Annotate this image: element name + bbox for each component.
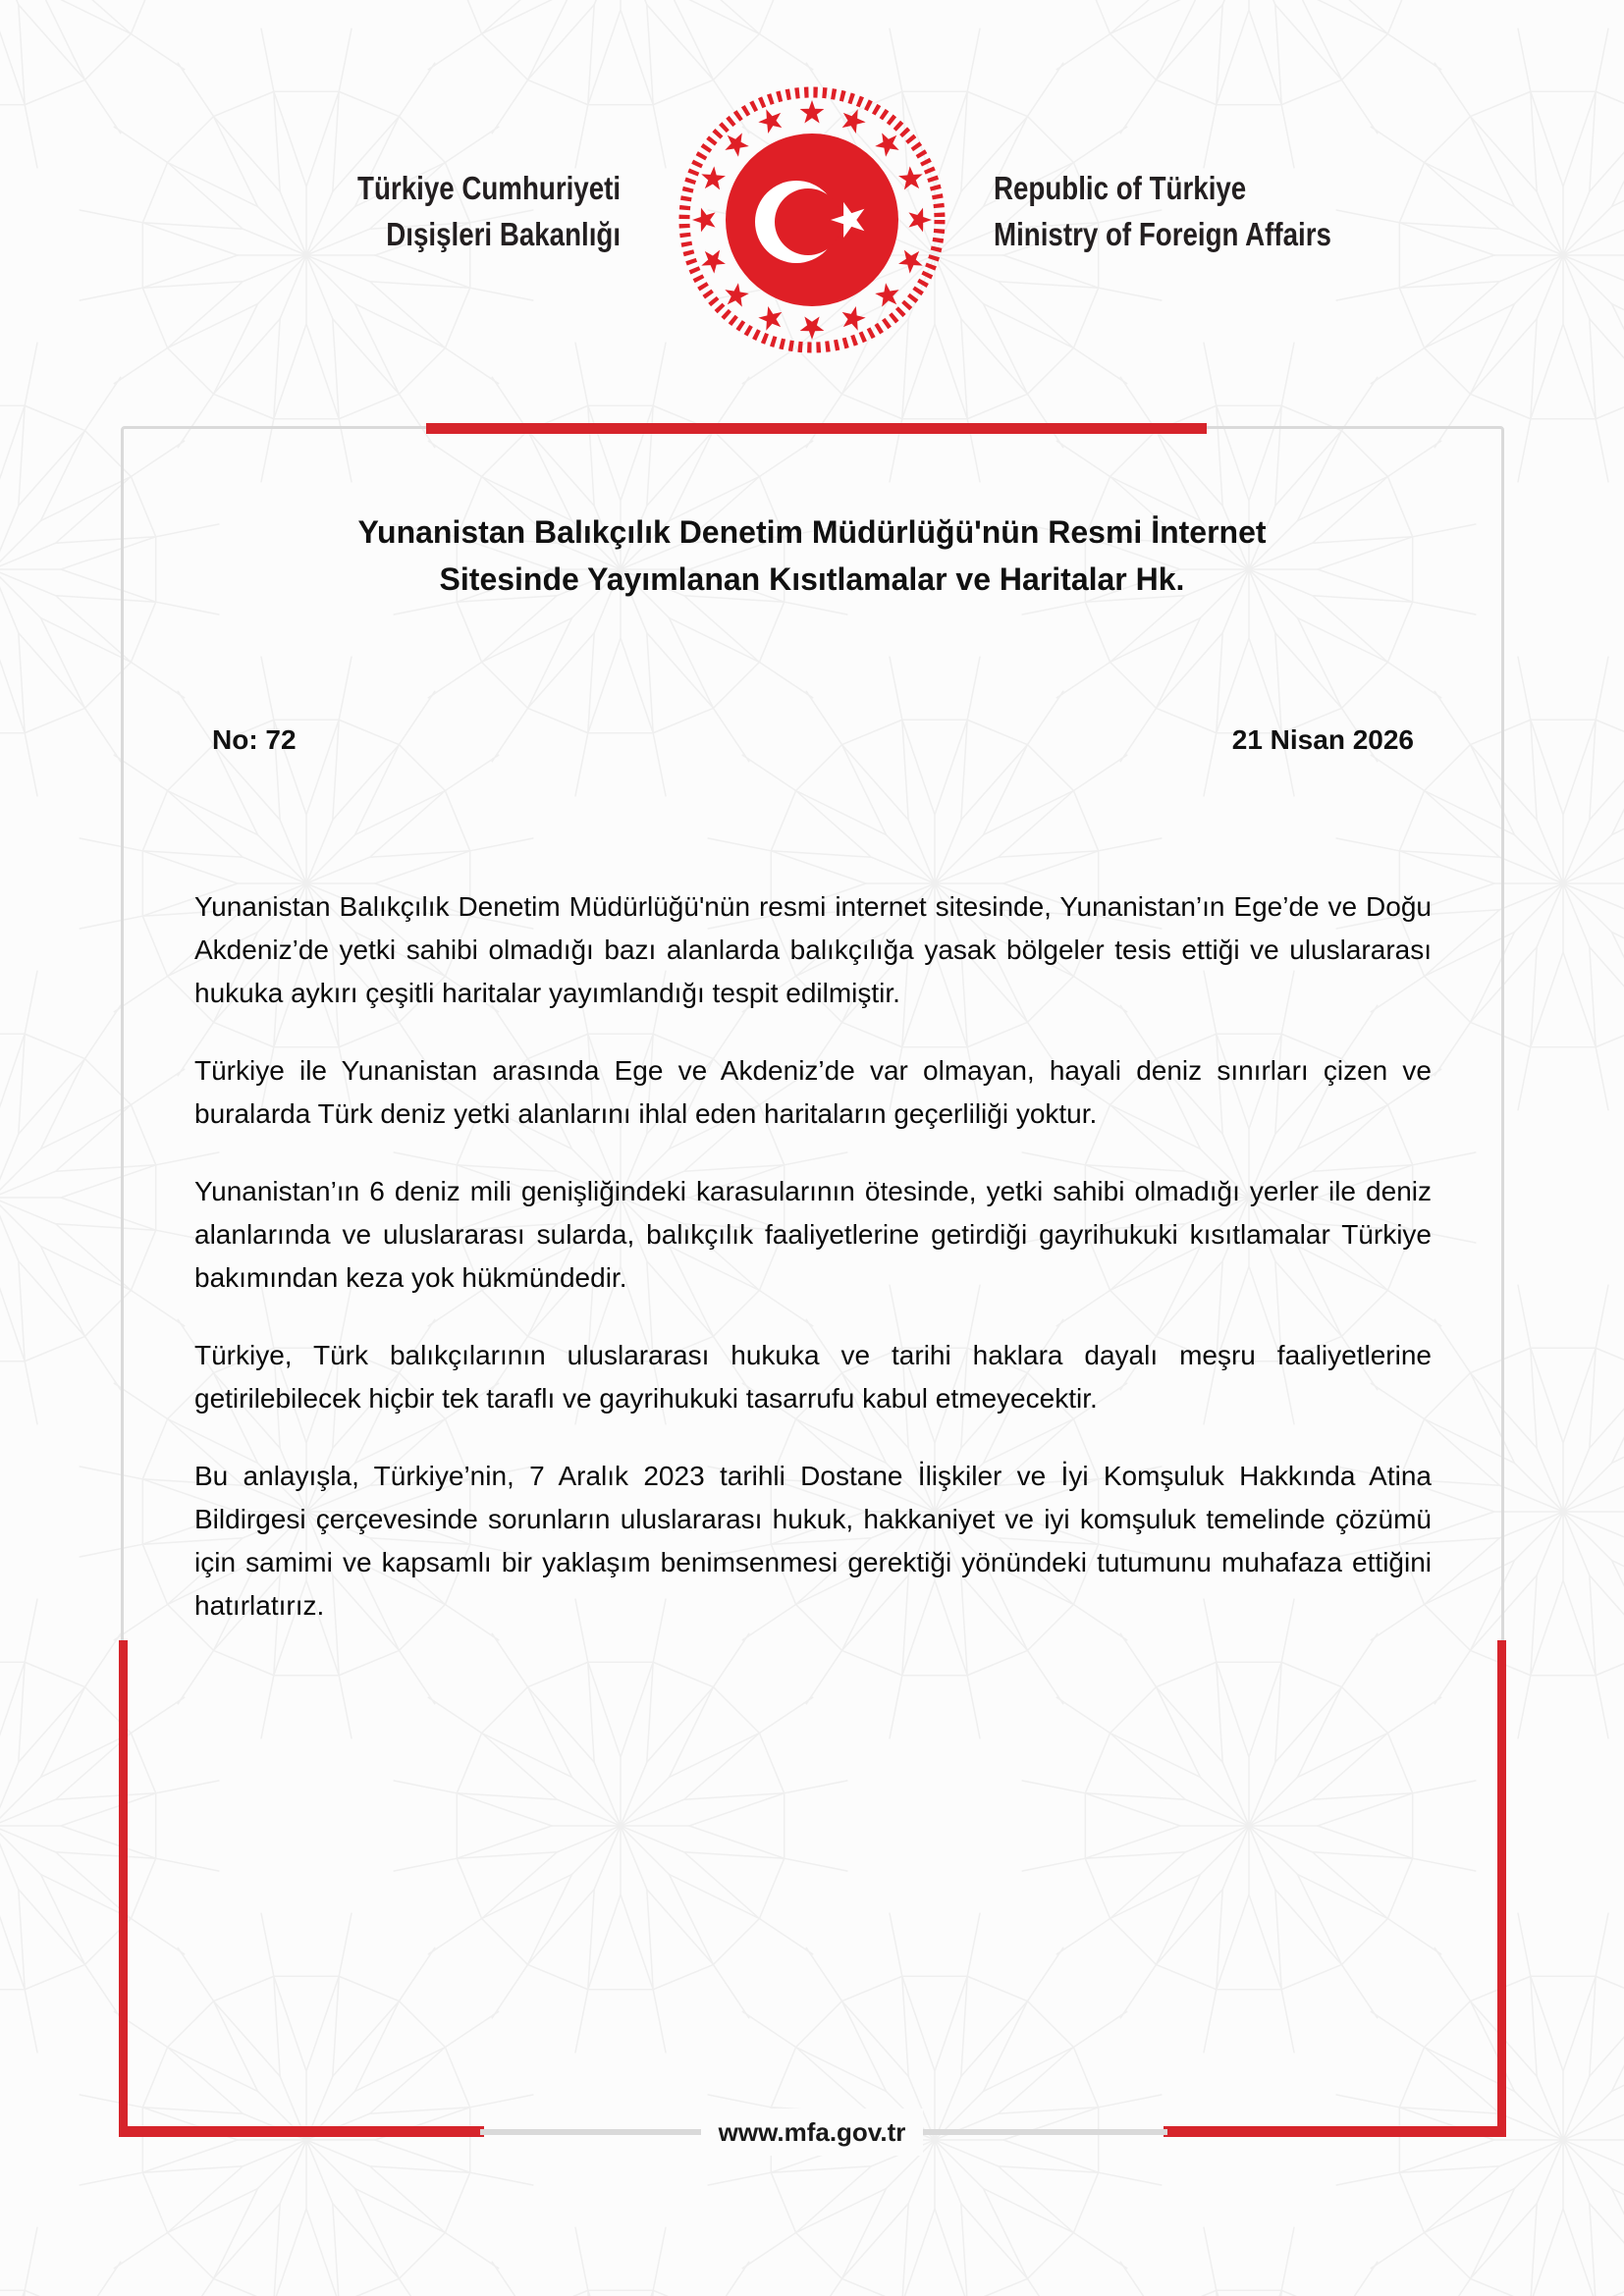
press-release-title-line2: Sitesinde Yayımlanan Kısıtlamalar ve Haritalar Hk. (439, 561, 1185, 597)
release-body (194, 885, 1432, 1662)
ministry-name-tr-line1: Türkiye Cumhuriyeti (356, 170, 621, 206)
release-date: 21 Nisan 2026 (1231, 724, 1414, 755)
accent-bar-left (119, 1640, 128, 2136)
accent-bar-top (426, 423, 1207, 434)
footer-url[interactable]: www.mfa.gov.tr (701, 2109, 924, 2156)
press-release-title (194, 508, 1430, 603)
ministry-name-turkish (357, 165, 621, 257)
ministry-name-en-line1: Republic of Türkiye (994, 170, 1247, 206)
paragraph: Türkiye ile Yunanistan arasında Ege ve Akdeniz’de var olmayan, hayali deniz sınırları çizen ve buralarda Türk deniz yetki alanlarını ihlal eden haritaların geçerliliği yoktur. (194, 1055, 1432, 1129)
paragraph: Türkiye, Türk balıkçılarının uluslararası hukuka ve tarihi haklara dayalı meşru faaliyetlerine getirilebilecek hiçbir tek taraflı ve gayrihukuki tasarrufu kabul etmeyecektir. (194, 1340, 1432, 1414)
release-number: No: 72 (212, 724, 297, 755)
footer (0, 2109, 1624, 2156)
accent-bar-right (1497, 1640, 1506, 2136)
release-meta-row (194, 724, 1432, 756)
ministry-name-tr-line2: Dışişleri Bakanlığı (386, 216, 621, 252)
ministry-name-english (994, 165, 1331, 257)
mfa-emblem-logo (675, 82, 949, 357)
paragraph: Bu anlayışla, Türkiye’nin, 7 Aralık 2023 tarihli Dostane İlişkiler ve İyi Komşuluk Hakkında Atina Bildirgesi çerçevesinde sorunların uluslararası hukuk, hakkaniyet ve iyi komşuluk temelinde çözümü için samimi ve kapsamlı bir yaklaşım benimsenmesi gerektiği yönündeki tutumunu muhafaza ettiğini hatırlatırız. (194, 1461, 1432, 1621)
press-release-title-line1: Yunanistan Balıkçılık Denetim Müdürlüğü'nün Resmi İnternet (357, 514, 1267, 550)
paragraph: Yunanistan Balıkçılık Denetim Müdürlüğü'nün resmi internet sitesinde, Yunanistan’ın Ege’de ve Doğu Akdeniz’de yetki sahibi olmadığı bazı alanlarda balıkçılığa yasak bölgeler tesis ettiği ve uluslararası hukuka aykırı çeşitli haritalar yayımlandığı tespit edilmiştir. (194, 891, 1432, 1008)
ministry-name-en-line2: Ministry of Foreign Affairs (994, 216, 1331, 252)
paragraph: Yunanistan’ın 6 deniz mili genişliğindeki karasularının ötesinde, yetki sahibi olmadığı yerler ile deniz alanlarında ve uluslararası sularda, balıkçılık faaliyetlerine getirdiği gayrihukuki kısıtlamalar Türkiye bakımından keza yok hükmündedir. (194, 1176, 1432, 1293)
